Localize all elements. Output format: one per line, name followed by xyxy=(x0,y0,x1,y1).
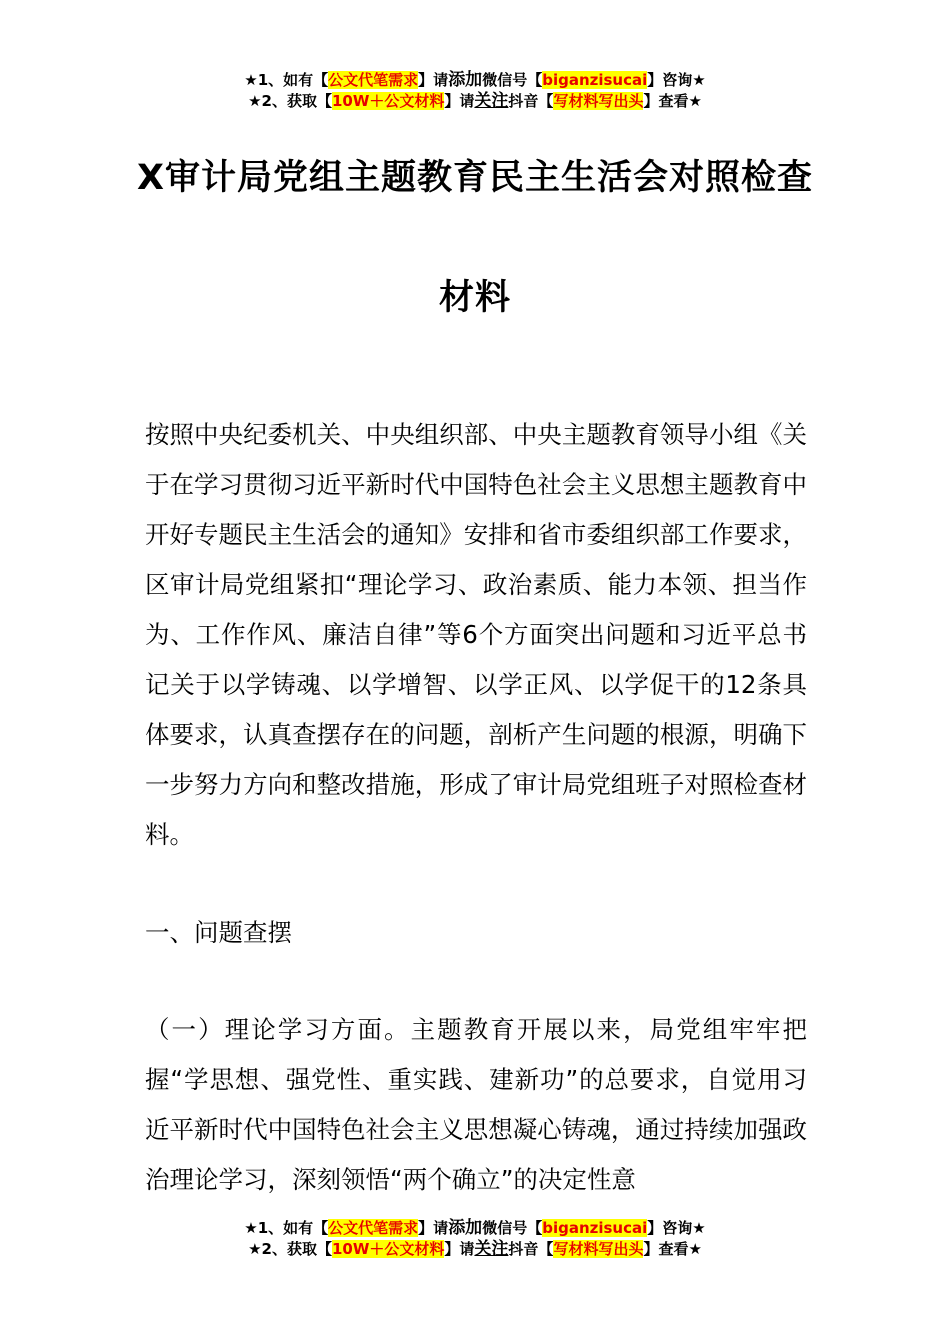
promo-banner-bottom xyxy=(0,1218,950,1260)
promo-highlight: 10W＋公文材料 xyxy=(331,92,445,110)
promo-line-2: ★2、获取【10W＋公文材料】请关注抖音【写材料写出头】查看★ xyxy=(248,91,702,111)
promo-highlight: biganzisucai xyxy=(542,1219,648,1237)
promo-line-1: ★1、如有【公文代笔需求】请添加微信号【biganzisucai】咨询★ xyxy=(244,1218,706,1238)
document-title-line-1: X审计局党组主题教育民主生活会对照检查 xyxy=(137,158,813,198)
promo-line-2: ★2、获取【10W＋公文材料】请关注抖音【写材料写出头】查看★ xyxy=(248,1239,702,1259)
promo-highlight: biganzisucai xyxy=(542,71,648,89)
section-heading: 一、问题查摆 xyxy=(145,918,292,947)
section-paragraph: （一）理论学习方面。主题教育开展以来，局党组牢牢把握“学思想、强党性、重实践、建新功”的总要求，自觉用习近平新时代中国特色社会主义思想凝心铸魂，通过持续加强政治理论学习，深刻领悟“两个确立”的决定性意 xyxy=(145,1015,807,1194)
intro-paragraph: 按照中央纪委机关、中央组织部、中央主题教育领导小组《关于在学习贯彻习近平新时代中国特色社会主义思想主题教育中开好专题民主生活会的通知》安排和省市委组织部工作要求，区审计局党组紧扣“理论学习、政治素质、能力本领、担当作为、工作作风、廉洁自律”等6个方面突出问题和习近平总书记关于以学铸魂、以学增智、以学正风、以学促干的12条具体要求，认真查摆存在的问题，剖析产生问题的根源，明确下一步努力方向和整改措施，形成了审计局党组班子对照检查材料。 xyxy=(145,420,807,849)
promo-highlight: 写材料写出头 xyxy=(553,1240,644,1258)
promo-highlight: 公文代笔需求 xyxy=(328,1219,419,1237)
promo-highlight: 公文代笔需求 xyxy=(328,71,419,89)
promo-highlight: 写材料写出头 xyxy=(553,92,644,110)
promo-line-1: ★1、如有【公文代笔需求】请添加微信号【biganzisucai】咨询★ xyxy=(244,70,706,90)
document-title-line-2: 材料 xyxy=(438,278,511,318)
promo-highlight: 10W＋公文材料 xyxy=(331,1240,445,1258)
